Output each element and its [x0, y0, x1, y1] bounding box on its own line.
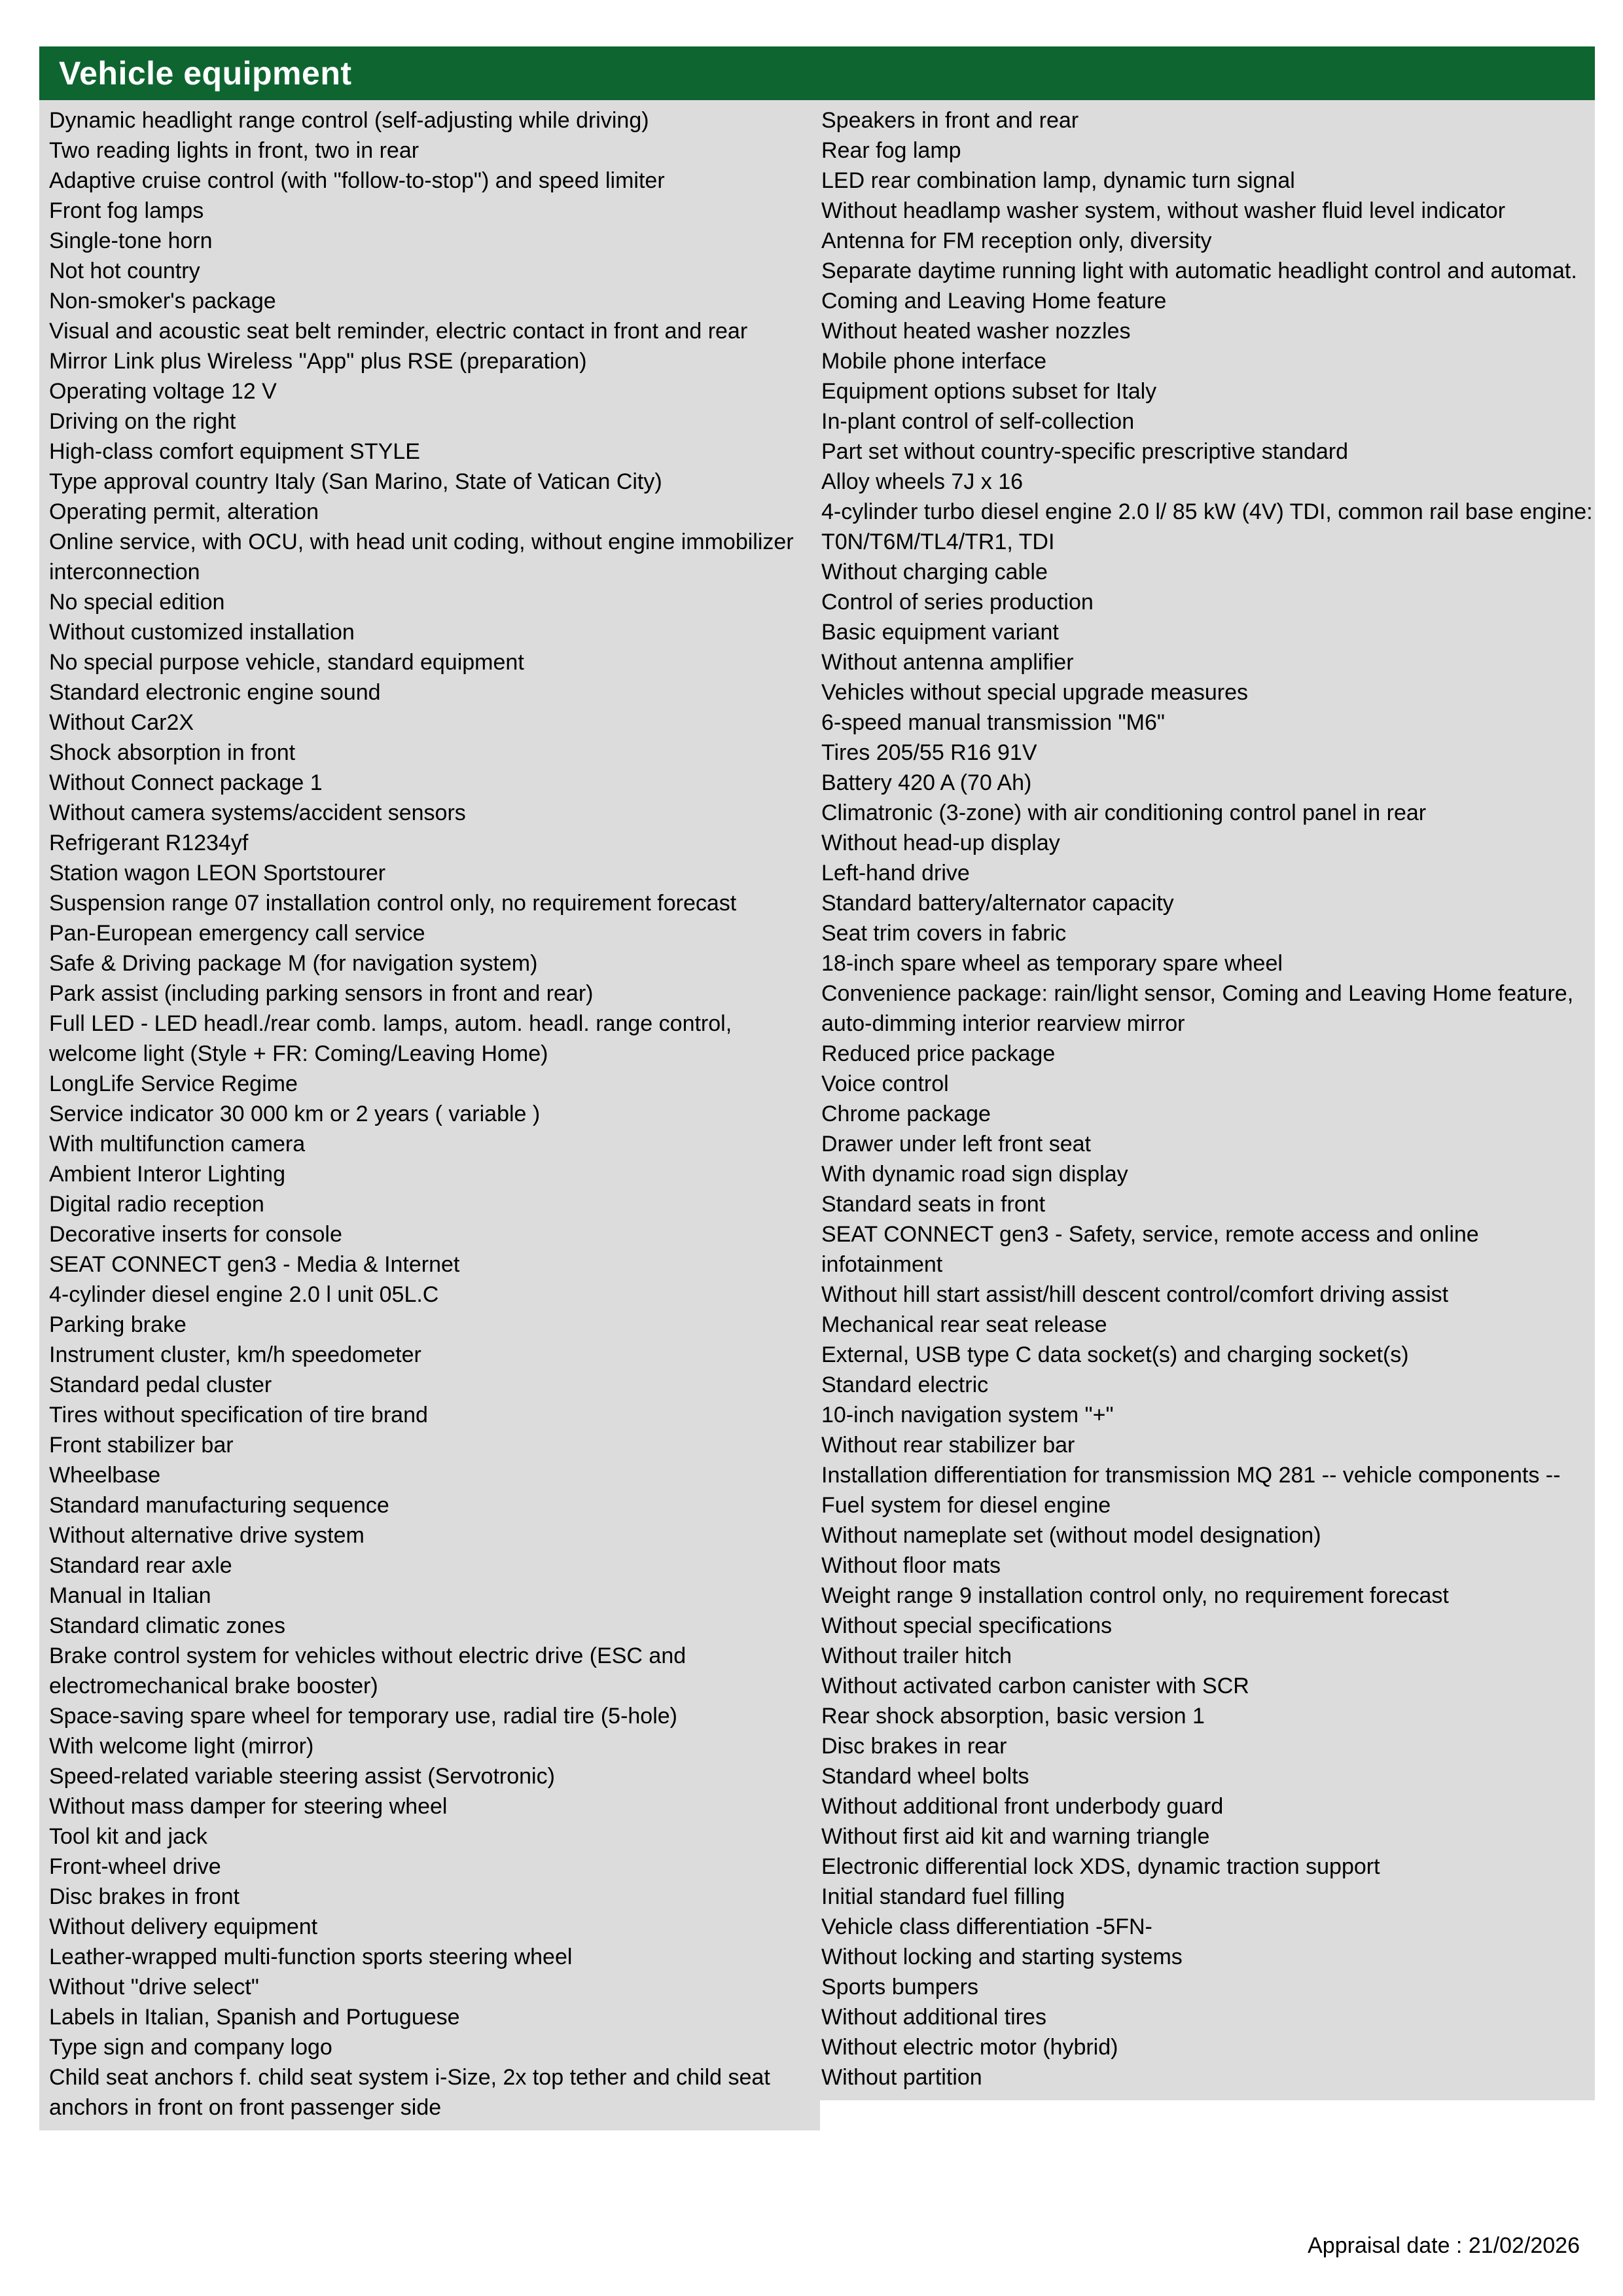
equipment-item: Instrument cluster, km/h speedometer — [49, 1342, 421, 1367]
equipment-item: Convenience package: rain/light sensor, Coming and Leaving Home feature, auto-dimming interior rearview mirror — [821, 981, 1574, 1036]
equipment-item: Seat trim covers in fabric — [821, 921, 1067, 946]
equipment-item: Front-wheel drive — [49, 1854, 221, 1879]
equipment-item: Park assist (including parking sensors in front and rear) — [49, 981, 594, 1006]
equipment-item: Without additional tires — [821, 2005, 1046, 2030]
equipment-item: Without camera systems/accident sensors — [49, 800, 466, 825]
equipment-item: Tires without specification of tire brand — [49, 1403, 428, 1427]
equipment-item: Safe & Driving package M (for navigation system) — [49, 951, 538, 976]
equipment-item: Disc brakes in front — [49, 1884, 240, 1909]
equipment-item: Reduced price package — [821, 1041, 1056, 1066]
equipment-item: Operating permit, alteration — [49, 499, 319, 524]
section-title: Vehicle equipment — [59, 55, 352, 92]
equipment-item: Refrigerant R1234yf — [49, 831, 249, 855]
equipment-item: With welcome light (mirror) — [49, 1734, 314, 1759]
equipment-item: Without alternative drive system — [49, 1523, 365, 1548]
equipment-item: Weight range 9 installation control only, no requirement forecast — [821, 1583, 1449, 1608]
equipment-item: Single-tone horn — [49, 228, 213, 253]
equipment-item: Type approval country Italy (San Marino, State of Vatican City) — [49, 469, 662, 494]
equipment-item: Dynamic headlight range control (self-adjusting while driving) — [49, 108, 649, 133]
equipment-item: Standard manufacturing sequence — [49, 1493, 389, 1518]
equipment-item: Without head-up display — [821, 831, 1060, 855]
equipment-item: Vehicles without special upgrade measures — [821, 680, 1249, 705]
equipment-item: Without activated carbon canister with SCR — [821, 1674, 1249, 1698]
section-header-bar — [39, 46, 1595, 100]
equipment-item: Driving on the right — [49, 409, 236, 434]
equipment-item: Without rear stabilizer bar — [821, 1433, 1075, 1458]
equipment-item: Digital radio reception — [49, 1192, 264, 1217]
equipment-item: Electronic differential lock XDS, dynamic traction support — [821, 1854, 1380, 1879]
equipment-item: Standard wheel bolts — [821, 1764, 1029, 1789]
equipment-item: Online service, with OCU, with head unit coding, without engine immobilizer interconnection — [49, 529, 794, 584]
equipment-item: Pan-European emergency call service — [49, 921, 425, 946]
equipment-item: Without additional front underbody guard — [821, 1794, 1224, 1819]
equipment-item: Without Connect package 1 — [49, 770, 323, 795]
equipment-item: Front stabilizer bar — [49, 1433, 234, 1458]
equipment-item: Without locking and starting systems — [821, 1945, 1183, 1969]
equipment-item: Brake control system for vehicles without electric drive (ESC and electromechanical brake booster) — [49, 1643, 687, 1698]
equipment-item: Rear fog lamp — [821, 138, 961, 163]
equipment-item: Wheelbase — [49, 1463, 161, 1488]
equipment-item: Voice control — [821, 1071, 949, 1096]
equipment-item: Standard climatic zones — [49, 1613, 285, 1638]
equipment-item: Vehicle class differentiation -5FN- — [821, 1914, 1152, 1939]
equipment-item: Tool kit and jack — [49, 1824, 207, 1849]
equipment-item: Station wagon LEON Sportstourer — [49, 861, 386, 886]
equipment-item: Alloy wheels 7J x 16 — [821, 469, 1024, 494]
equipment-item: Initial standard fuel filling — [821, 1884, 1065, 1909]
equipment-item: Without customized installation — [49, 620, 355, 645]
equipment-item: Without partition — [821, 2065, 982, 2090]
equipment-item: Mirror Link plus Wireless "App" plus RSE (preparation) — [49, 349, 587, 374]
equipment-item: Standard seats in front — [821, 1192, 1046, 1217]
equipment-item: Child seat anchors f. child seat system i-Size, 2x top tether and child seat anchors in front on front passenger side — [49, 2065, 770, 2120]
equipment-item: Without antenna amplifier — [821, 650, 1074, 675]
equipment-item: 4-cylinder turbo diesel engine 2.0 l/ 85 kW (4V) TDI, common rail base engine: T0N/T6M/TL4/TR1, TDI — [821, 499, 1593, 554]
equipment-item: With dynamic road sign display — [821, 1162, 1128, 1187]
equipment-item: LongLife Service Regime — [49, 1071, 298, 1096]
equipment-item: Adaptive cruise control (with "follow-to-stop") and speed limiter — [49, 168, 665, 193]
equipment-item: High-class comfort equipment STYLE — [49, 439, 420, 464]
equipment-item: Full LED - LED headl./rear comb. lamps, autom. headl. range control, welcome light (Style + FR: Coming/Leaving Home) — [49, 1011, 732, 1066]
equipment-item: Space-saving spare wheel for temporary use, radial tire (5-hole) — [49, 1704, 678, 1729]
equipment-item: Without special specifications — [821, 1613, 1113, 1638]
equipment-item: External, USB type C data socket(s) and charging socket(s) — [821, 1342, 1409, 1367]
equipment-item: Speed-related variable steering assist (Servotronic) — [49, 1764, 555, 1789]
equipment-item: Manual in Italian — [49, 1583, 211, 1608]
equipment-item: Suspension range 07 installation control only, no requirement forecast — [49, 891, 737, 916]
equipment-item: Without trailer hitch — [821, 1643, 1012, 1668]
equipment-item: Mechanical rear seat release — [821, 1312, 1107, 1337]
equipment-item: In-plant control of self-collection — [821, 409, 1135, 434]
equipment-item: Ambient Interor Lighting — [49, 1162, 285, 1187]
equipment-item: LED rear combination lamp, dynamic turn signal — [821, 168, 1295, 193]
equipment-item: Type sign and company logo — [49, 2035, 332, 2060]
equipment-item: Standard battery/alternator capacity — [821, 891, 1174, 916]
appraisal-date: Appraisal date : 21/02/2026 — [1308, 2233, 1580, 2258]
equipment-item: Without Car2X — [49, 710, 194, 735]
equipment-item: Tires 205/55 R16 91V — [821, 740, 1037, 765]
equipment-item: Without headlamp washer system, without washer fluid level indicator — [821, 198, 1506, 223]
equipment-item: Without heated washer nozzles — [821, 319, 1131, 344]
equipment-item: Standard electric — [821, 1372, 989, 1397]
equipment-item: Installation differentiation for transmission MQ 281 -- vehicle components -- — [821, 1463, 1561, 1488]
equipment-item: Part set without country-specific prescriptive standard — [821, 439, 1349, 464]
equipment-item: Decorative inserts for console — [49, 1222, 342, 1247]
equipment-item: No special edition — [49, 590, 225, 615]
equipment-item: Chrome package — [821, 1102, 991, 1126]
equipment-item: Antenna for FM reception only, diversity — [821, 228, 1212, 253]
equipment-item: Non-smoker's package — [49, 289, 276, 314]
equipment-item: Coming and Leaving Home feature — [821, 289, 1167, 314]
equipment-item: Separate daytime running light with automatic headlight control and automat. — [821, 259, 1577, 283]
equipment-item: Shock absorption in front — [49, 740, 296, 765]
equipment-item: Drawer under left front seat — [821, 1132, 1091, 1157]
equipment-item: Equipment options subset for Italy — [821, 379, 1157, 404]
equipment-item: No special purpose vehicle, standard equipment — [49, 650, 524, 675]
equipment-item: Two reading lights in front, two in rear — [49, 138, 419, 163]
equipment-item: Left-hand drive — [821, 861, 970, 886]
equipment-item: Operating voltage 12 V — [49, 379, 277, 404]
equipment-item: Without charging cable — [821, 560, 1048, 584]
equipment-item: Standard pedal cluster — [49, 1372, 272, 1397]
equipment-item: Standard electronic engine sound — [49, 680, 381, 705]
equipment-item: 10-inch navigation system "+" — [821, 1403, 1114, 1427]
equipment-item: Climatronic (3-zone) with air conditioning control panel in rear — [821, 800, 1427, 825]
equipment-item: Leather-wrapped multi-function sports steering wheel — [49, 1945, 573, 1969]
equipment-list-body — [39, 100, 1595, 2130]
equipment-item: Speakers in front and rear — [821, 108, 1079, 133]
equipment-item: With multifunction camera — [49, 1132, 306, 1157]
equipment-item: Parking brake — [49, 1312, 187, 1337]
equipment-item: Without electric motor (hybrid) — [821, 2035, 1118, 2060]
equipment-list-right-column — [820, 100, 1595, 2100]
equipment-item: Standard rear axle — [49, 1553, 232, 1578]
equipment-item: Sports bumpers — [821, 1975, 978, 2000]
equipment-item: SEAT CONNECT gen3 - Safety, service, remote access and online infotainment — [821, 1222, 1479, 1277]
equipment-item: Labels in Italian, Spanish and Portuguese — [49, 2005, 460, 2030]
equipment-item: SEAT CONNECT gen3 - Media & Internet — [49, 1252, 460, 1277]
equipment-item: Basic equipment variant — [821, 620, 1059, 645]
equipment-item: Without floor mats — [821, 1553, 1001, 1578]
equipment-item: 6-speed manual transmission "M6" — [821, 710, 1165, 735]
equipment-item: Mobile phone interface — [821, 349, 1047, 374]
equipment-item: Without hill start assist/hill descent control/comfort driving assist — [821, 1282, 1449, 1307]
equipment-item: 18-inch spare wheel as temporary spare wheel — [821, 951, 1283, 976]
equipment-item: Without delivery equipment — [49, 1914, 318, 1939]
equipment-item: Battery 420 A (70 Ah) — [821, 770, 1032, 795]
equipment-item: Without mass damper for steering wheel — [49, 1794, 448, 1819]
equipment-item: Disc brakes in rear — [821, 1734, 1007, 1759]
equipment-item: Not hot country — [49, 259, 200, 283]
equipment-item: Without "drive select" — [49, 1975, 259, 2000]
equipment-item: Visual and acoustic seat belt reminder, electric contact in front and rear — [49, 319, 748, 344]
equipment-item: 4-cylinder diesel engine 2.0 l unit 05L.C — [49, 1282, 439, 1307]
equipment-item: Front fog lamps — [49, 198, 204, 223]
equipment-item: Rear shock absorption, basic version 1 — [821, 1704, 1205, 1729]
equipment-item: Without nameplate set (without model designation) — [821, 1523, 1321, 1548]
equipment-list-left-column — [39, 100, 820, 2130]
equipment-item: Service indicator 30 000 km or 2 years ( variable ) — [49, 1102, 541, 1126]
equipment-item: Without first aid kit and warning triangle — [821, 1824, 1210, 1849]
equipment-item: Fuel system for diesel engine — [821, 1493, 1111, 1518]
equipment-item: Control of series production — [821, 590, 1094, 615]
